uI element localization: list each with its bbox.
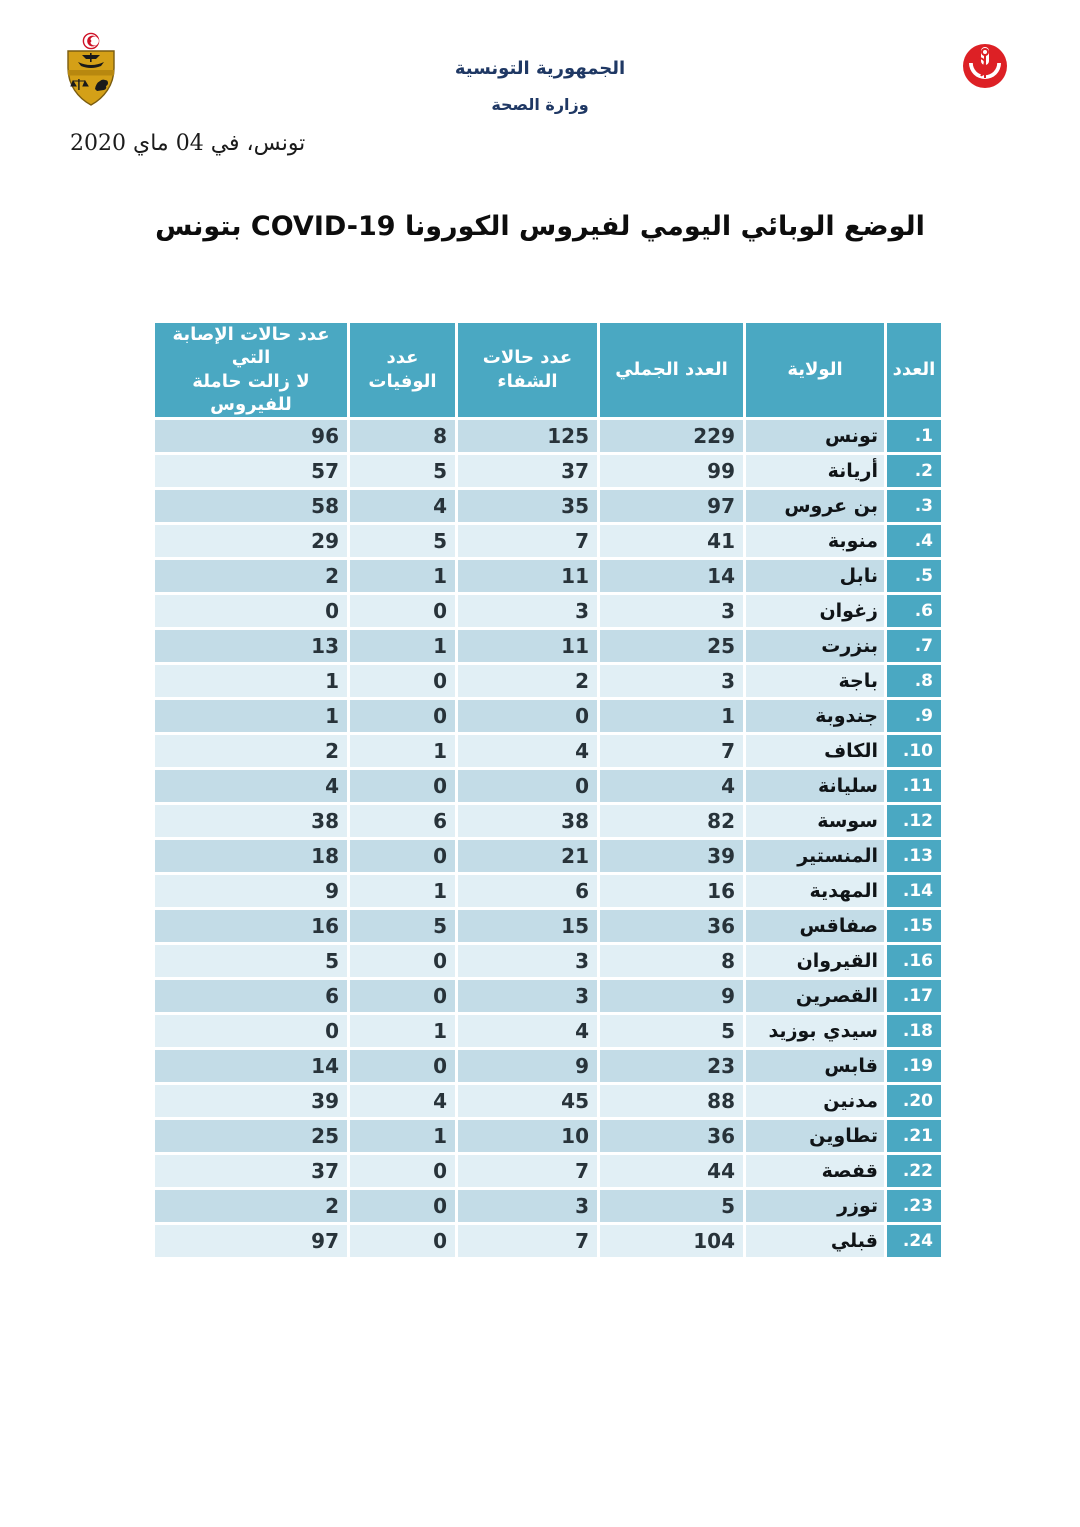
document-date: تونس، في 04 ماي 2020 [70,131,306,156]
cell-total: 44 [600,1155,743,1187]
table-row [155,525,941,557]
cell-index: 7. [887,630,941,662]
cell-deaths: 0 [350,665,455,697]
cell-recovered: 7 [458,1225,597,1257]
cell-index: 15. [887,910,941,942]
cell-index: 10. [887,735,941,767]
cell-index: 2. [887,455,941,487]
cell-active: 1 [155,700,347,732]
cell-recovered: 11 [458,560,597,592]
cell-governorate: أريانة [746,455,884,487]
table-row [155,1155,941,1187]
cell-active: 57 [155,455,347,487]
cell-recovered: 4 [458,735,597,767]
table-row [155,1015,941,1047]
cell-deaths: 4 [350,1085,455,1117]
table-row [155,1190,941,1222]
cell-active: 25 [155,1120,347,1152]
header-total: العدد الجملي [600,323,743,417]
cell-governorate: بنزرت [746,630,884,662]
cell-index: 1. [887,420,941,452]
cell-deaths: 6 [350,805,455,837]
cell-deaths: 0 [350,700,455,732]
cell-active: 39 [155,1085,347,1117]
cell-governorate: نابل [746,560,884,592]
cell-recovered: 7 [458,525,597,557]
cell-recovered: 3 [458,980,597,1012]
cell-governorate: جندوبة [746,700,884,732]
cell-total: 97 [600,490,743,522]
table-row [155,700,941,732]
table-row [155,420,941,452]
header-governorate: الولاية [746,323,884,417]
table-row [155,770,941,802]
cell-total: 82 [600,805,743,837]
cell-total: 14 [600,560,743,592]
table-row [155,1050,941,1082]
header-recovered-line1: عدد حالات [482,347,573,369]
cell-index: 24. [887,1225,941,1257]
cell-governorate: قفصة [746,1155,884,1187]
cell-total: 41 [600,525,743,557]
cell-recovered: 9 [458,1050,597,1082]
cell-active: 0 [155,1015,347,1047]
cell-deaths: 1 [350,875,455,907]
ministry-name: وزارة الصحة [491,95,589,114]
header-deaths: عدد الوفيات [350,323,455,417]
cell-governorate: القيروان [746,945,884,977]
cell-active: 18 [155,840,347,872]
table-row [155,630,941,662]
cell-active: 16 [155,910,347,942]
cell-governorate: توزر [746,1190,884,1222]
cell-active: 38 [155,805,347,837]
cell-total: 7 [600,735,743,767]
cell-index: 19. [887,1050,941,1082]
table-row [155,490,941,522]
cell-total: 1 [600,700,743,732]
cell-governorate: سوسة [746,805,884,837]
cell-index: 22. [887,1155,941,1187]
cell-total: 25 [600,630,743,662]
cell-governorate: القصرين [746,980,884,1012]
table-row [155,1225,941,1257]
table-body [155,420,941,1257]
cell-governorate: الكاف [746,735,884,767]
cell-total: 88 [600,1085,743,1117]
cell-recovered: 38 [458,805,597,837]
cell-recovered: 125 [458,420,597,452]
table-row [155,1120,941,1152]
cell-governorate: المهدية [746,875,884,907]
cell-index: 17. [887,980,941,1012]
cell-index: 3. [887,490,941,522]
cell-recovered: 6 [458,875,597,907]
cell-deaths: 1 [350,1120,455,1152]
cell-deaths: 0 [350,840,455,872]
cell-governorate: زغوان [746,595,884,627]
cell-governorate: قابس [746,1050,884,1082]
cell-deaths: 0 [350,1050,455,1082]
cell-deaths: 1 [350,630,455,662]
cell-index: 4. [887,525,941,557]
covid-statistics-table [152,320,944,1260]
cell-recovered: 35 [458,490,597,522]
cell-total: 36 [600,910,743,942]
table-row [155,980,941,1012]
cell-total: 3 [600,595,743,627]
cell-deaths: 1 [350,735,455,767]
table-row [155,595,941,627]
cell-total: 3 [600,665,743,697]
cell-active: 96 [155,420,347,452]
table-row [155,560,941,592]
cell-index: 13. [887,840,941,872]
cell-deaths: 8 [350,420,455,452]
cell-recovered: 7 [458,1155,597,1187]
republic-name: الجمهورية التونسية [454,58,626,79]
cell-index: 6. [887,595,941,627]
government-header [0,58,1080,114]
cell-governorate: سليانة [746,770,884,802]
table-row [155,455,941,487]
cell-index: 12. [887,805,941,837]
cell-total: 36 [600,1120,743,1152]
cell-total: 8 [600,945,743,977]
cell-active: 13 [155,630,347,662]
cell-recovered: 37 [458,455,597,487]
cell-index: 16. [887,945,941,977]
cell-index: 11. [887,770,941,802]
table-row [155,840,941,872]
cell-deaths: 0 [350,945,455,977]
cell-total: 16 [600,875,743,907]
cell-index: 8. [887,665,941,697]
cell-total: 104 [600,1225,743,1257]
cell-active: 2 [155,1190,347,1222]
cell-total: 4 [600,770,743,802]
header-recovered [458,323,597,417]
cell-total: 5 [600,1015,743,1047]
cell-governorate: مدنين [746,1085,884,1117]
header-active [155,323,347,417]
cell-deaths: 0 [350,770,455,802]
cell-deaths: 0 [350,595,455,627]
cell-index: 20. [887,1085,941,1117]
cell-index: 23. [887,1190,941,1222]
cell-recovered: 0 [458,770,597,802]
table-row [155,665,941,697]
cell-active: 29 [155,525,347,557]
cell-recovered: 4 [458,1015,597,1047]
cell-recovered: 15 [458,910,597,942]
table-row [155,875,941,907]
cell-active: 1 [155,665,347,697]
cell-active: 6 [155,980,347,1012]
cell-governorate: سيدي بوزيد [746,1015,884,1047]
cell-active: 58 [155,490,347,522]
cell-recovered: 3 [458,945,597,977]
table-row [155,735,941,767]
cell-deaths: 5 [350,525,455,557]
cell-active: 4 [155,770,347,802]
table-row [155,805,941,837]
cell-total: 9 [600,980,743,1012]
cell-recovered: 3 [458,1190,597,1222]
cell-governorate: باجة [746,665,884,697]
cell-total: 229 [600,420,743,452]
cell-recovered: 21 [458,840,597,872]
header-index: العدد [887,323,941,417]
cell-deaths: 4 [350,490,455,522]
cell-active: 97 [155,1225,347,1257]
cell-recovered: 45 [458,1085,597,1117]
table-header [155,323,941,417]
cell-deaths: 5 [350,455,455,487]
header-active-line2: لا زالت حاملة للفيروس [192,370,310,416]
cell-active: 37 [155,1155,347,1187]
cell-recovered: 2 [458,665,597,697]
cell-deaths: 1 [350,560,455,592]
health-ministry-logo-icon [961,42,1009,90]
cell-recovered: 10 [458,1120,597,1152]
cell-deaths: 0 [350,980,455,1012]
cell-governorate: تونس [746,420,884,452]
cell-index: 18. [887,1015,941,1047]
cell-total: 99 [600,455,743,487]
cell-deaths: 5 [350,910,455,942]
cell-deaths: 0 [350,1155,455,1187]
cell-deaths: 0 [350,1190,455,1222]
cell-recovered: 11 [458,630,597,662]
cell-active: 2 [155,560,347,592]
cell-index: 5. [887,560,941,592]
cell-active: 9 [155,875,347,907]
cell-index: 14. [887,875,941,907]
cell-index: 21. [887,1120,941,1152]
cell-recovered: 0 [458,700,597,732]
table-row [155,945,941,977]
table-row [155,1085,941,1117]
cell-governorate: تطاوين [746,1120,884,1152]
cell-governorate: المنستير [746,840,884,872]
cell-deaths: 0 [350,1225,455,1257]
cell-active: 5 [155,945,347,977]
cell-recovered: 3 [458,595,597,627]
header-recovered-line2: الشفاء [497,370,558,392]
cell-total: 39 [600,840,743,872]
cell-active: 14 [155,1050,347,1082]
cell-governorate: منوبة [746,525,884,557]
cell-governorate: صفاقس [746,910,884,942]
header-active-line1: عدد حالات الإصابة التي [172,324,330,369]
cell-active: 0 [155,595,347,627]
cell-governorate: قبلي [746,1225,884,1257]
cell-total: 5 [600,1190,743,1222]
cell-governorate: بن عروس [746,490,884,522]
cell-deaths: 1 [350,1015,455,1047]
cell-total: 23 [600,1050,743,1082]
cell-index: 9. [887,700,941,732]
table-row [155,910,941,942]
cell-active: 2 [155,735,347,767]
page-title: الوضع الوبائي اليومي لفيروس الكورونا COVID-19 بتونس [155,211,925,242]
